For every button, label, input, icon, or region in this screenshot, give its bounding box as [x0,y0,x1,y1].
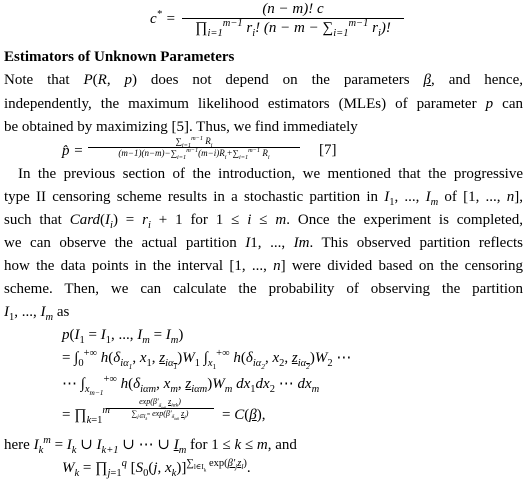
para2-line-3: such that $Card(I_i) = r_i + 1$ for 1 ≤ i ≤ m. Once the experiment is completed, [4,212,523,231]
section-heading-text: Estimators of Unknown Parameters [4,49,235,65]
para2-line-7: $I_1$, ..., $I_m$ as [4,304,70,323]
para2-line-1: In the previous section of the introduction, we mentioned that the progressive [18,166,523,182]
para1-line-1: Note that P(R, p) does not depend on the parameters β, and hence, [4,72,524,88]
para2-line-6: scheme. Then, we can calculate the probability of observing the partition [4,281,523,297]
eq-line-1: $p(I_1 = I_1$, ..., $I_m = I_m$) [62,327,184,346]
equation-number: [7] [319,142,337,158]
para1-line-3: be obtained by maximizing [5]. Thus, we find immediately [4,119,358,135]
para1-line-2: independently, the maximum likelihood estimators (MLEs) of parameter p can [4,96,523,112]
section-heading [4,48,234,66]
eq-line-3: ⋯ $\int_{x_{m-1}}^{+\infty}$ $h(\delta_{i\alpha m}$, $x_m$, $z_{i\alpha m})W_m$ $dx_1dx_2$ ⋯ $dx_m$ [62,374,320,398]
para2-line-2: type II censoring scheme results in a stochastic partition in $I_1$, ..., $I_m$ of [1, ..., n], [4,189,523,208]
paper-page: c* = $\frac{(n - m)! c}{\prod_{i=1}^{m-1} r_i! (n - m - \sum_{i=1}^{m-1} r_i)!}$ Estimators of Unknown Parameters Note that P(R, p) does not depend on the parameters β, and hence, independently, the maximum likelihood estimators (MLEs) of parameter p can be obtained by maximizing [5]. Thus, we find immediately p̂ = $\frac{\sum_{i=1}^{m-1} R_i}{(m-1)(n-m)-\sum_{i=1}^{m-1}(m-i)R_i+\sum_{i=1}^{m-1} R_i}$ [7] In the previous section of the introduction, we mentioned that the progressive type II censoring scheme results in a stochastic partition in $I_1$, ..., $I_m$ of [1, ..., n], such that $Card(I_i) = r_i + 1$ for 1 ≤ i ≤ m. Once the experiment is completed, we can observe the actual partition I1, ..., Im. This observed partition reflects how the data points in the interval [1, ..., n] were divided based on the censoring scheme. Then, we can calculate the probability of observing the partition $I_1$, ..., $I_m$ as $p(I_1 = I_1$, ..., $I_m = I_m$) = $\int_0^{+\infty}$ $h(\delta_{i\alpha_1}$, $x_1$, $z_{i\alpha_1})W_1$ $\int_{x_1}^{+\infty}$ $h(\delta_{i\alpha_2}$, $x_2$, $z_{i\alpha_2})W_2$ ⋯ ⋯ $\int_{x_{m-1}}^{+\infty}$ $h(\delta_{i\alpha m}$, $x_m$, $z_{i\alpha m})W_m$ $dx_1dx_2$ ⋯ $dx_m$ = $\prod_{k=1}^m$ $\exp(\beta'_{\delta_{i\alpha k}}$ $z_{i\alpha k}$) $\sum_{j\in I_k^m}$ $\exp(\beta'_{\delta_{i\alpha k}}$ $z_j$) = C(β), here $I_k^m = I_k$ ∪ $I_{k+1}$ ∪ ⋯ ∪ $I_m$ for 1 ≤ k ≤ m, and $W_k$ = $\prod_{j=1}^q$ [$S_0(j$, $x_k)]^{\sum_{l\in I_k} exp(\beta'_jz_l)}$. [4,1,524,479]
para2-line-5: how the data points in the interval [1, ..., n] were divided based on the censoring [4,258,523,274]
here-line: here $I_k^m = I_k$ ∪ $I_{k+1}$ ∪ ⋯ ∪ $I_m$ for 1 ≤ k ≤ m, and [4,435,297,456]
para2-line-4: we can observe the actual partition I1, ..., Im. This observed partition reflects [4,235,523,251]
wk-line: $W_k$ = $\prod_{j=1}^q$ [$S_0(j$, $x_k)]^{\sum_{l\in I_k} exp(\beta'_jz_l)}$. [62,458,251,479]
eq-line-2: = $\int_0^{+\infty}$ $h(\delta_{i\alpha_1}$, $x_1$, $z_{i\alpha_1})W_1$ $\int_{x_1}^{+\infty}$ $h(\delta_{i\alpha_2}$, $x_2$, $z_{i\alpha_2})W_2$ ⋯ [62,348,352,372]
